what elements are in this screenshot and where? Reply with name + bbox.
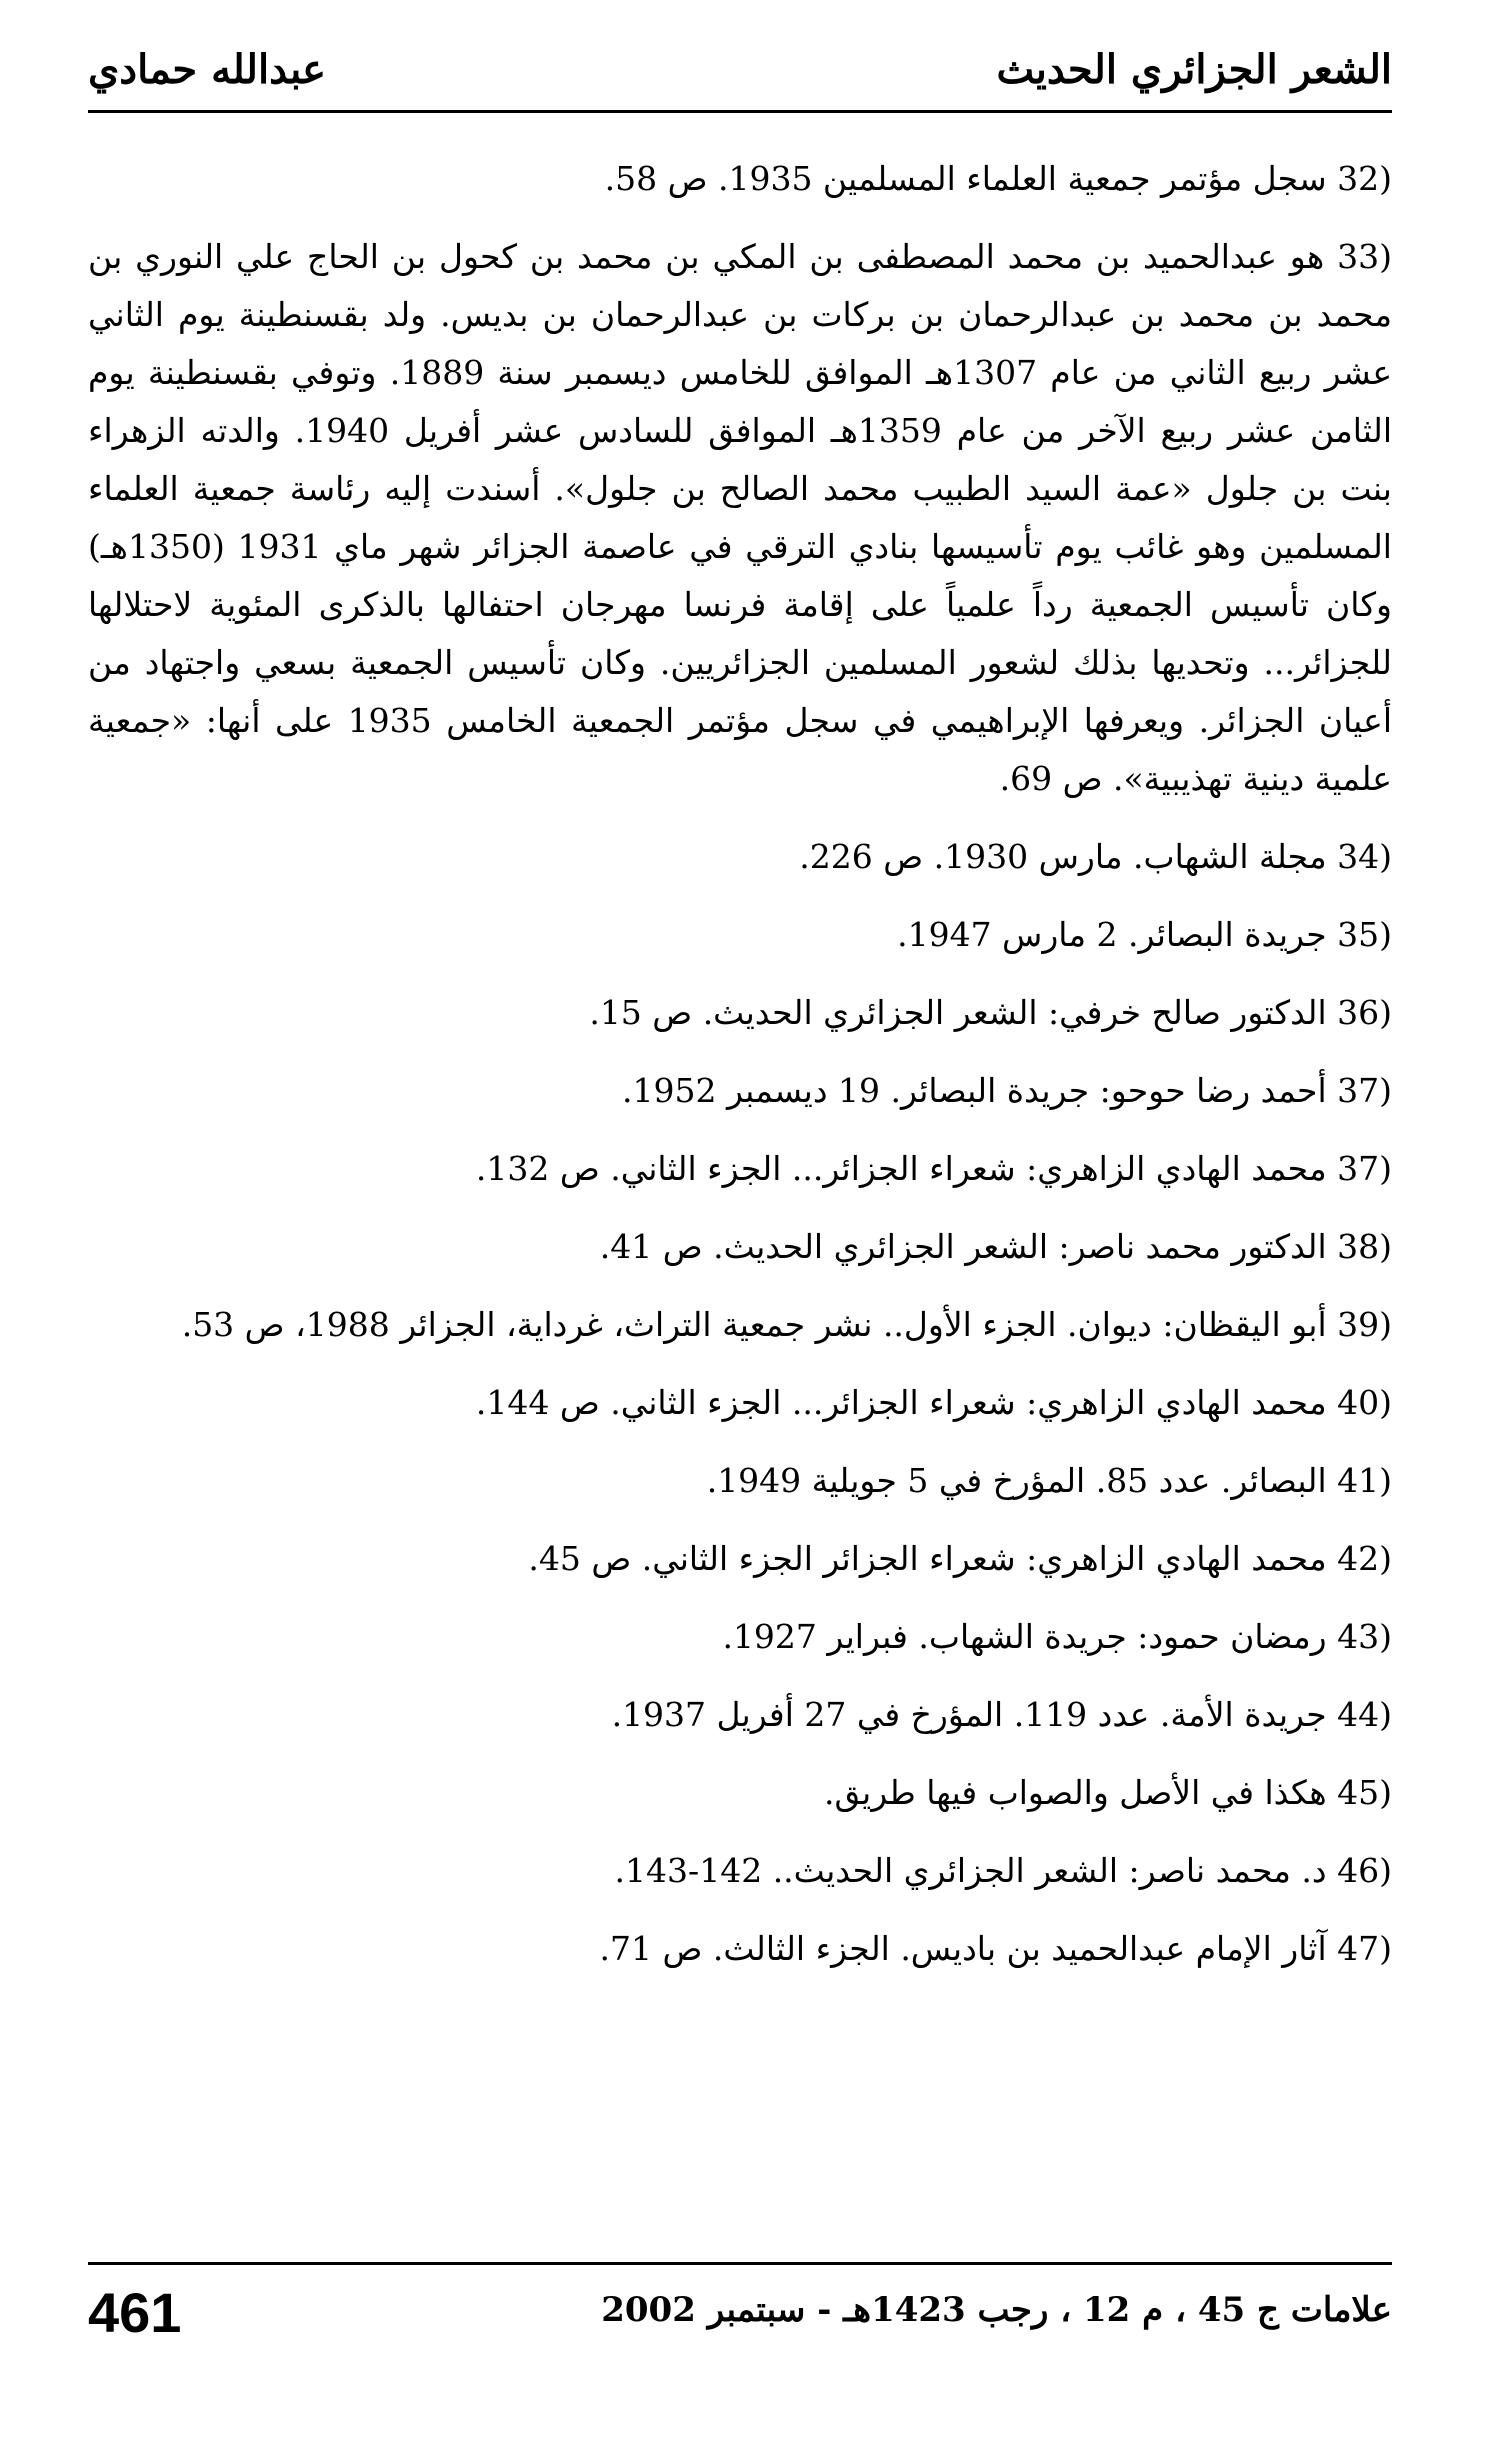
endnote-number: 42) — [1337, 1539, 1392, 1578]
endnote-text: أحمد رضا حوحو: جريدة البصائر. 19 ديسمبر 1952. — [622, 1071, 1327, 1110]
footer-rule — [88, 2262, 1392, 2265]
endnote — [88, 1218, 1392, 1276]
endnote-number: 39) — [1337, 1305, 1392, 1344]
endnote — [88, 1842, 1392, 1900]
endnote-number: 45) — [1337, 1773, 1392, 1812]
endnote-number: 33) — [1337, 237, 1392, 276]
endnote-number: 32) — [1337, 159, 1392, 198]
journal-info: علامات ج 45 ، م 12 ، رجب 1423هـ - سبتمبر 2002 — [601, 2290, 1392, 2330]
endnote-text: أبو اليقظان: ديوان. الجزء الأول.. نشر جمعية التراث، غرداية، الجزائر 1988، ص 53. — [181, 1305, 1327, 1344]
endnote — [88, 1920, 1392, 1978]
author-name: عبدالله حمادي — [88, 46, 327, 93]
endnote — [88, 1764, 1392, 1822]
endnote — [88, 228, 1392, 808]
endnote-text: محمد الهادي الزاهري: شعراء الجزائر... الجزء الثاني. ص 132. — [475, 1149, 1327, 1188]
endnote — [88, 1608, 1392, 1666]
endnote-number: 35) — [1337, 915, 1392, 954]
endnote-number: 44) — [1337, 1695, 1392, 1734]
endnote-text: الدكتور صالح خرفي: الشعر الجزائري الحديث. ص 15. — [589, 993, 1327, 1032]
endnote-number: 47) — [1337, 1929, 1392, 1968]
endnote — [88, 1374, 1392, 1432]
endnote-text: د. محمد ناصر: الشعر الجزائري الحديث.. 142-143. — [614, 1851, 1327, 1890]
endnote — [88, 828, 1392, 886]
endnote — [88, 1686, 1392, 1744]
endnote-text: رمضان حمود: جريدة الشهاب. فبراير 1927. — [722, 1617, 1327, 1656]
running-header — [88, 40, 1392, 110]
endnote-text: محمد الهادي الزاهري: شعراء الجزائر الجزء الثاني. ص 45. — [528, 1539, 1327, 1578]
header-rule — [88, 110, 1392, 113]
endnote-number: 46) — [1337, 1851, 1392, 1890]
endnote-text: مجلة الشهاب. مارس 1930. ص 226. — [799, 837, 1327, 876]
running-footer — [88, 2280, 1392, 2360]
endnote-text: الدكتور محمد ناصر: الشعر الجزائري الحديث. ص 41. — [599, 1227, 1327, 1266]
endnote-text: محمد الهادي الزاهري: شعراء الجزائر... الجزء الثاني. ص 144. — [475, 1383, 1327, 1422]
endnote-number: 36) — [1337, 993, 1392, 1032]
endnote-text: هو عبدالحميد بن محمد المصطفى بن المكي بن محمد بن كحول بن الحاج علي النوري بن محمد بن محمد بن عبدالرحمان بن بركات بن عبدالرحمان بن بديس. ولد بقسنطينة يوم الثاني عشر ربيع الثاني من عام 1307هـ الموافق للخامس ديسمبر سنة 1889. وتوفي بقسنطينة يوم الثامن عشر ربيع الآخر من عام 1359هـ الموافق للسادس عشر أفريل 1940. والدته الزهراء بنت بن جلول «عمة السيد الطبيب محمد الصالح بن جلول». أسندت إليه رئاسة جمعية العلماء المسلمين وهو غائب يوم تأسيسها بنادي الترقي في عاصمة الجزائر شهر ماي 1931 (1350هـ) وكان تأسيس الجمعية رداً علمياً على إقامة فرنسا مهرجان احتفالها بالذكرى المئوية لاحتلالها للجزائر... وتحديها بذلك لشعور المسلمين الجزائريين. وكان تأسيس الجمعية بسعي واجتهاد من أعيان الجزائر. ويعرفها الإبراهيمي في سجل مؤتمر الجمعية الخامس 1935 على أنها: «جمعية علمية دينية تهذيبية». ص 69. — [88, 237, 1393, 798]
page-number: 461 — [88, 2281, 182, 2344]
endnote-text: آثار الإمام عبدالحميد بن باديس. الجزء الثالث. ص 71. — [599, 1929, 1327, 1968]
endnote-number: 37) — [1337, 1071, 1392, 1110]
endnote-text: جريدة البصائر. 2 مارس 1947. — [897, 915, 1327, 954]
endnote — [88, 150, 1392, 208]
endnote-text: هكذا في الأصل والصواب فيها طريق. — [824, 1773, 1327, 1812]
endnote-number: 41) — [1337, 1461, 1392, 1500]
endnote — [88, 1530, 1392, 1588]
endnote — [88, 1140, 1392, 1198]
endnote-number: 37) — [1337, 1149, 1392, 1188]
endnote-number: 34) — [1337, 837, 1392, 876]
endnote-text: البصائر. عدد 85. المؤرخ في 5 جويلية 1949. — [706, 1461, 1327, 1500]
endnote-number: 38) — [1337, 1227, 1392, 1266]
book-title: الشعر الجزائري الحديث — [996, 46, 1392, 93]
endnote-number: 43) — [1337, 1617, 1392, 1656]
endnote — [88, 906, 1392, 964]
endnotes-list — [88, 150, 1392, 1998]
endnote — [88, 984, 1392, 1042]
endnote — [88, 1452, 1392, 1510]
document-page — [88, 40, 1392, 2420]
endnote-number: 40) — [1337, 1383, 1392, 1422]
endnote — [88, 1062, 1392, 1120]
endnote-text: سجل مؤتمر جمعية العلماء المسلمين 1935. ص 58. — [604, 159, 1327, 198]
endnote — [88, 1296, 1392, 1354]
endnote-text: جريدة الأمة. عدد 119. المؤرخ في 27 أفريل 1937. — [611, 1695, 1327, 1734]
